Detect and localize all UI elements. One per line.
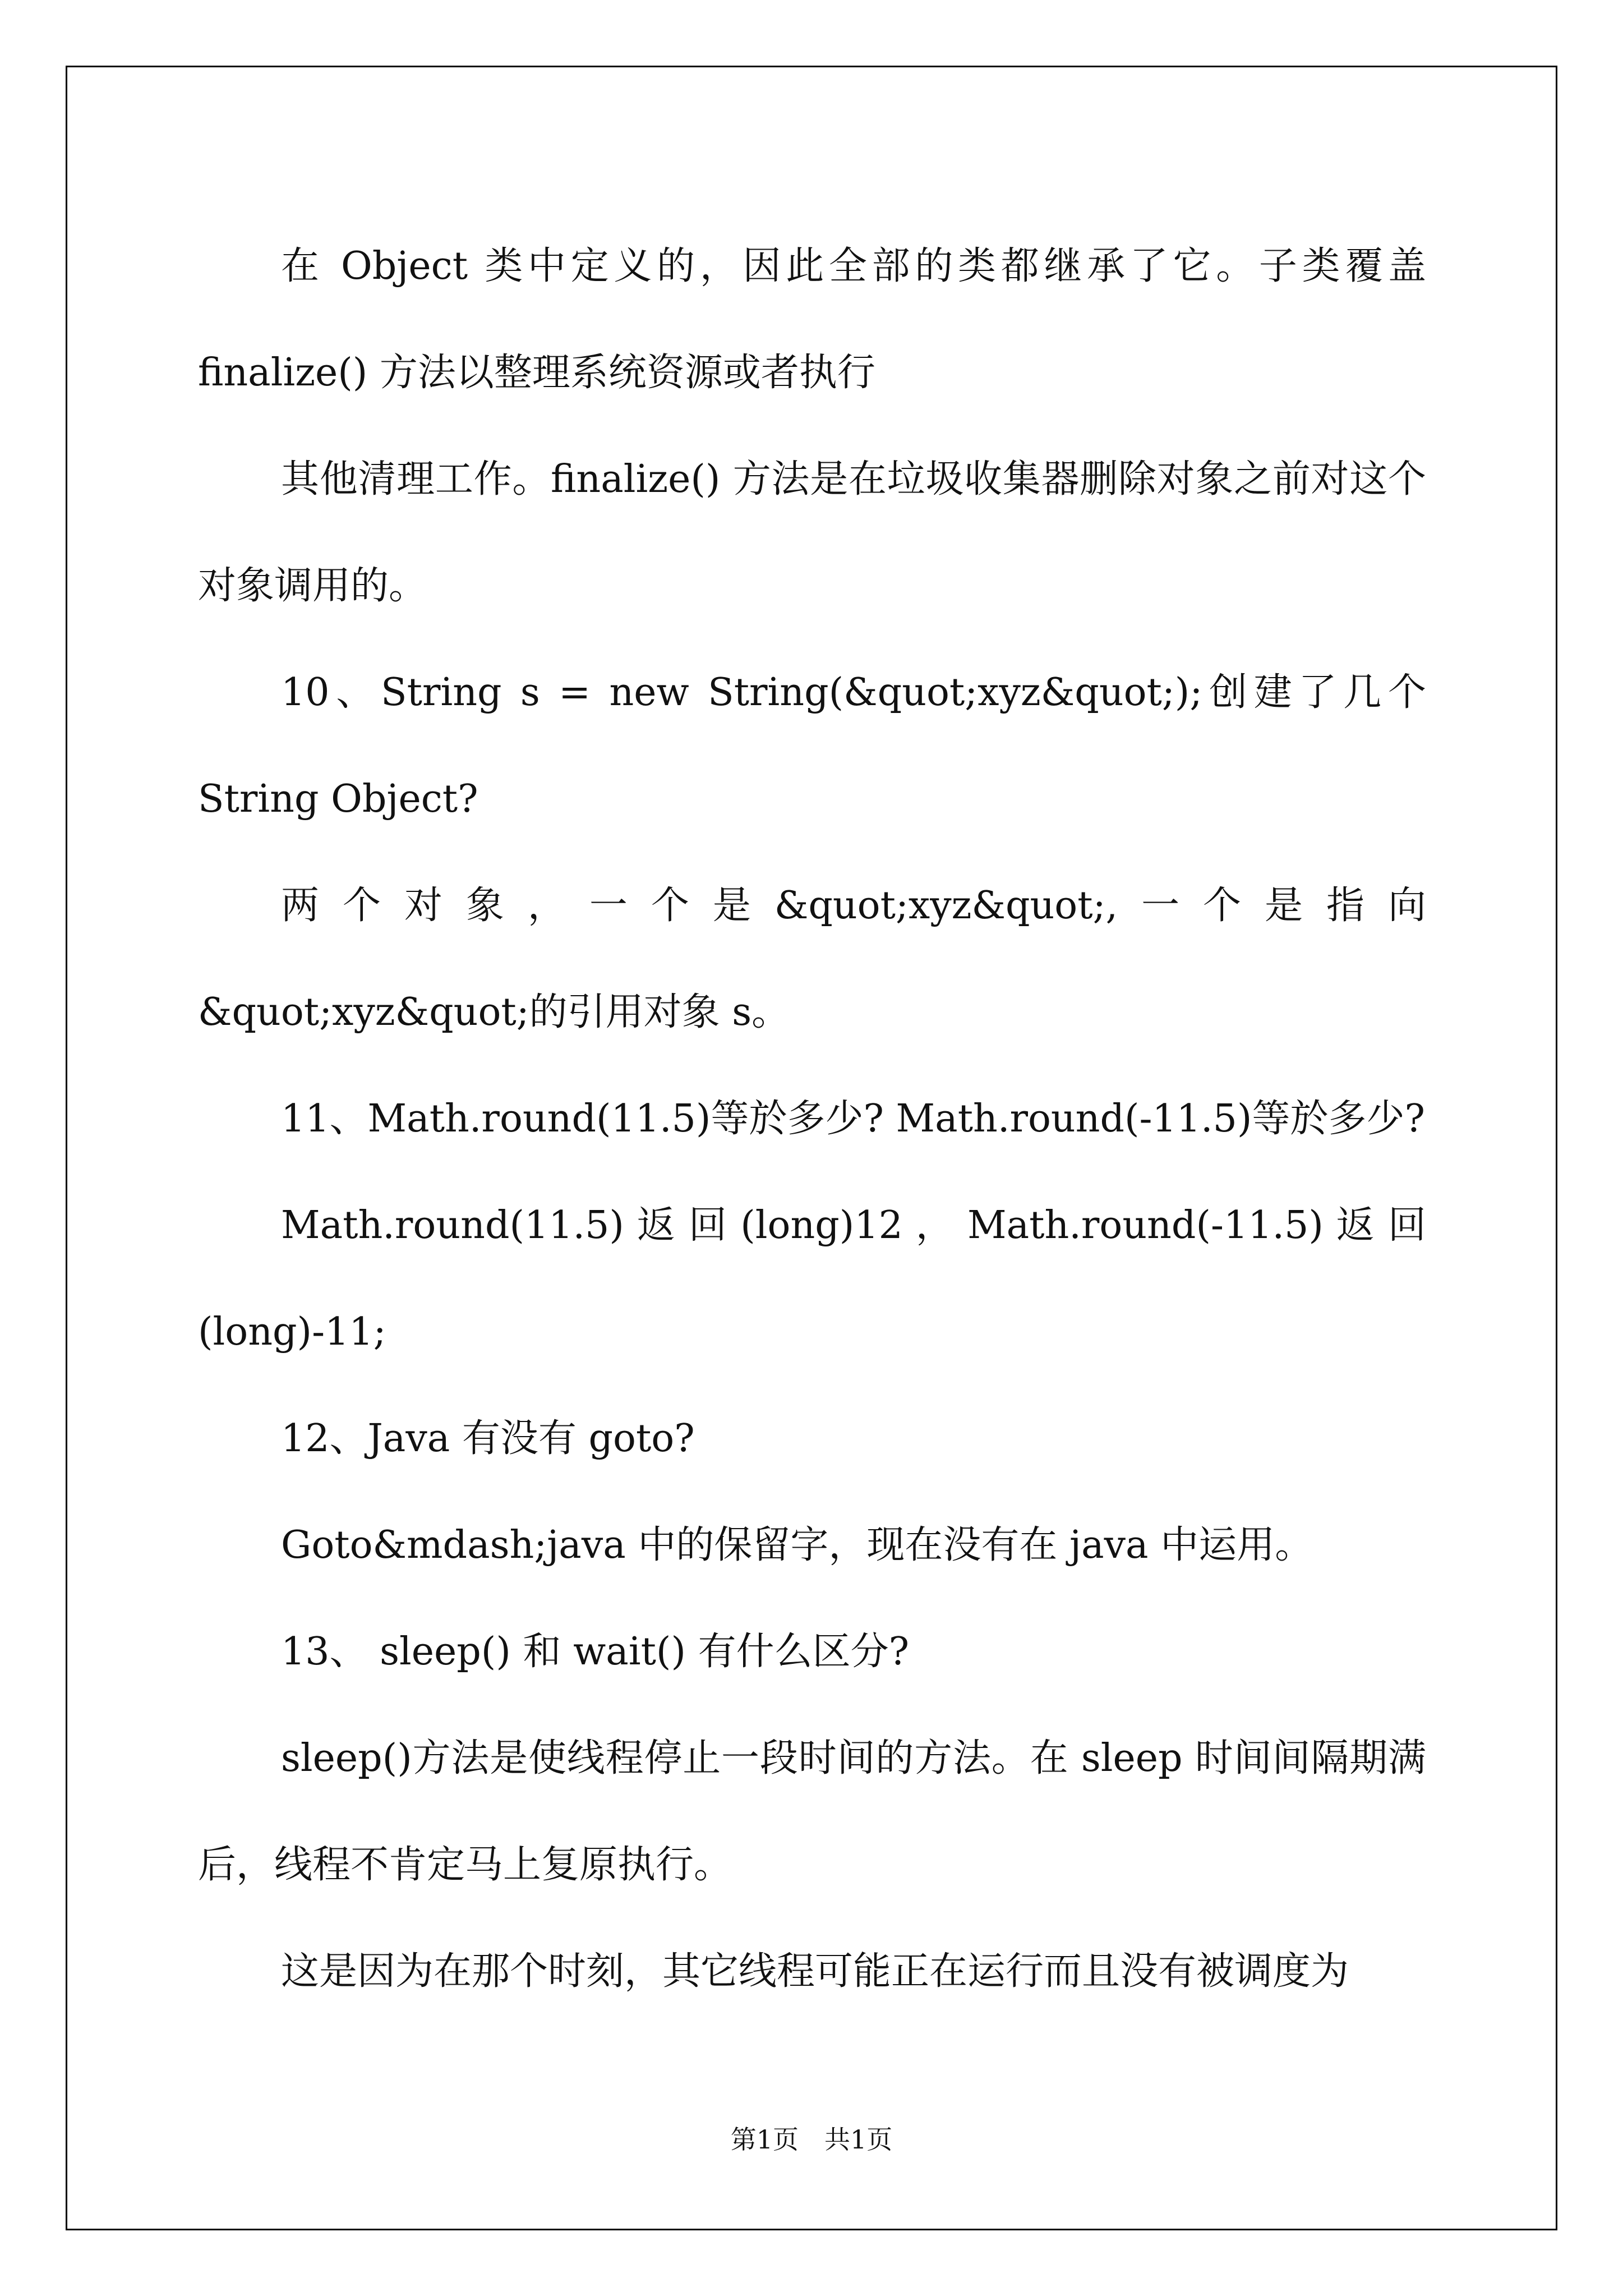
paragraph-1: 在 Object 类中定义的，因此全部的类都继承了它。子类覆盖finalize() 方法以整理系统资源或者执行 [198, 244, 1426, 395]
document-body [198, 213, 1426, 2025]
paragraph-8: Goto&mdash;java 中的保留字，现在没有在 java 中运用。 [281, 1523, 1313, 1567]
paragraph-9: 13、 sleep() 和 wait() 有什么区分? [281, 1630, 910, 1674]
paragraph-10: sleep()方法是使线程停止一段时间的方法。在 sleep 时间间隔期满后，线程不肯定马上复原执行。 [198, 1736, 1426, 1887]
paragraph-5: 11、Math.round(11.5)等於多少? Math.round(-11.5)等於多少? [281, 1097, 1425, 1141]
paragraph-11: 这是因为在那个时刻，其它线程可能正在运行而且没有被调度为 [281, 1949, 1349, 1994]
paragraph-4: 两个对象，一个是&quot;xyz&quot;,一个是指向&quot;xyz&quot;的引用对象 s。 [198, 884, 1426, 1034]
paragraph-2: 其他清理工作。finalize() 方法是在垃圾收集器删除对象之前对这个对象调用的。 [198, 457, 1426, 608]
paragraph-3: 10、String s = new String(&quot;xyz&quot;);创建了几个String Object? [198, 670, 1426, 821]
page-footer: 第1页 共1页 [730, 2124, 893, 2155]
paragraph-7: 12、Java 有没有 goto? [281, 1416, 695, 1461]
paragraph-6: Math.round(11.5) 返 回 (long)12 ， Math.round(-11.5) 返 回 (long)-11; [198, 1203, 1426, 1354]
